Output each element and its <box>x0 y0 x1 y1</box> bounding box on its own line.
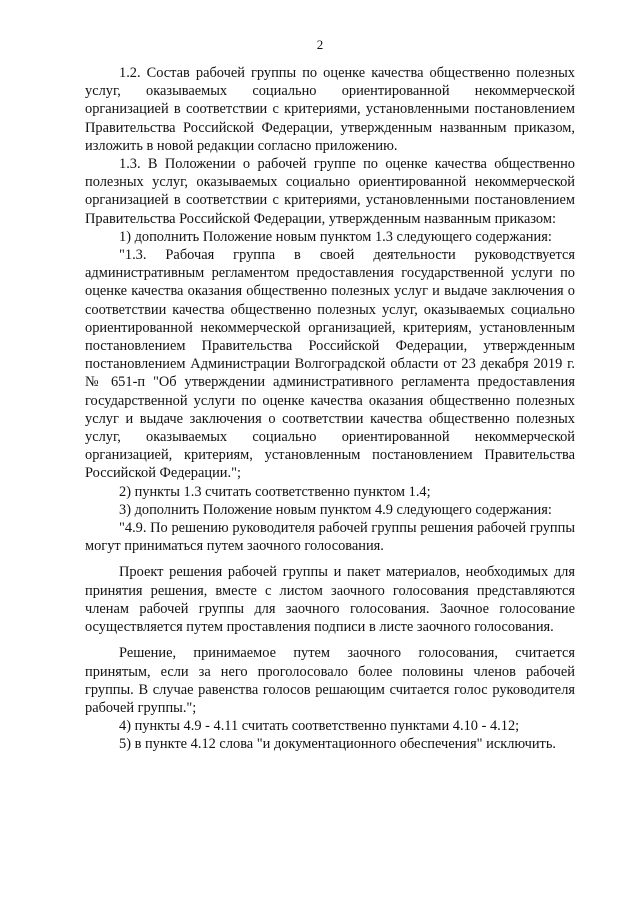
page-number: 2 <box>316 37 324 52</box>
paragraph-subitem-2: 2) пункты 1.3 считать соответственно пунктом 1.4; <box>119 483 431 500</box>
paragraph-subitem-1: 1) дополнить Положение новым пунктом 1.3 следующего содержания: <box>119 228 552 245</box>
paragraph-quoted-1-3: "1.3. Рабочая группа в своей деятельности руководствуется административным регламентом предоставления государственной услуги по оценке качества оказания общественно полезных услуг и выдаче заключения о соответствии качества общественно полезных услуг, оказываемых социально ориентированной некоммерческой организацией, критериям, установленным постановлением Правительства Российской Федерации, утвержденным постановлением Администрации Волгоградской области от 23 декабря 2019 г. № 651-п "Об утверждении административного регламента предоставления государственной услуги по оценке качества оказания общественно полезных услуг и выдаче заключения о соответствии качества общественно полезных услуг, оказываемых социально ориентированной некоммерческой организацией, критериям, установленным постановлением Правительства Российской Федерации."; <box>85 247 575 482</box>
paragraph-subitem-5: 5) в пункте 4.12 слова "и документационного обеспечения" исключить. <box>119 736 557 753</box>
document-body <box>85 64 575 754</box>
paragraph-draft-decision: Проект решения рабочей группы и пакет материалов, необходимых для принятия решения, вместе с листом заочного голосования представляются членам рабочей группы для заочного голосования. Заочное голосование осуществляется путем проставления подписи в листе заочного голосования. <box>85 564 575 636</box>
paragraph-decision-adopted: Решение, принимаемое путем заочного голосования, считается принятым, если за него проголосовало более половины членов рабочей группы. В случае равенства голосов решающим считается голос руководителя рабочей группы."; <box>85 645 575 716</box>
paragraph-1-2: 1.2. Состав рабочей группы по оценке качества общественно полезных услуг, оказываемых социально ориентированной некоммерческой организацией в соответствии с критериями, установленными постановлением Правительства Российской Федерации, утвержденным названным приказом, изложить в новой редакции согласно приложению. <box>85 65 575 154</box>
paragraph-subitem-4: 4) пункты 4.9 - 4.11 считать соответственно пунктами 4.10 - 4.12; <box>119 718 520 735</box>
paragraph-1-3: 1.3. В Положении о рабочей группе по оценке качества общественно полезных услуг, оказываемых социально ориентированной некоммерческой организацией в соответствии с критериями, установленными постановлением Правительства Российской Федерации, утвержденным названным приказом: <box>85 156 575 227</box>
paragraph-subitem-3: 3) дополнить Положение новым пунктом 4.9 следующего содержания: <box>119 501 552 518</box>
paragraph-quoted-4-9: "4.9. По решению руководителя рабочей группы решения рабочей группы могут приниматься путем заочного голосования. <box>85 520 575 555</box>
